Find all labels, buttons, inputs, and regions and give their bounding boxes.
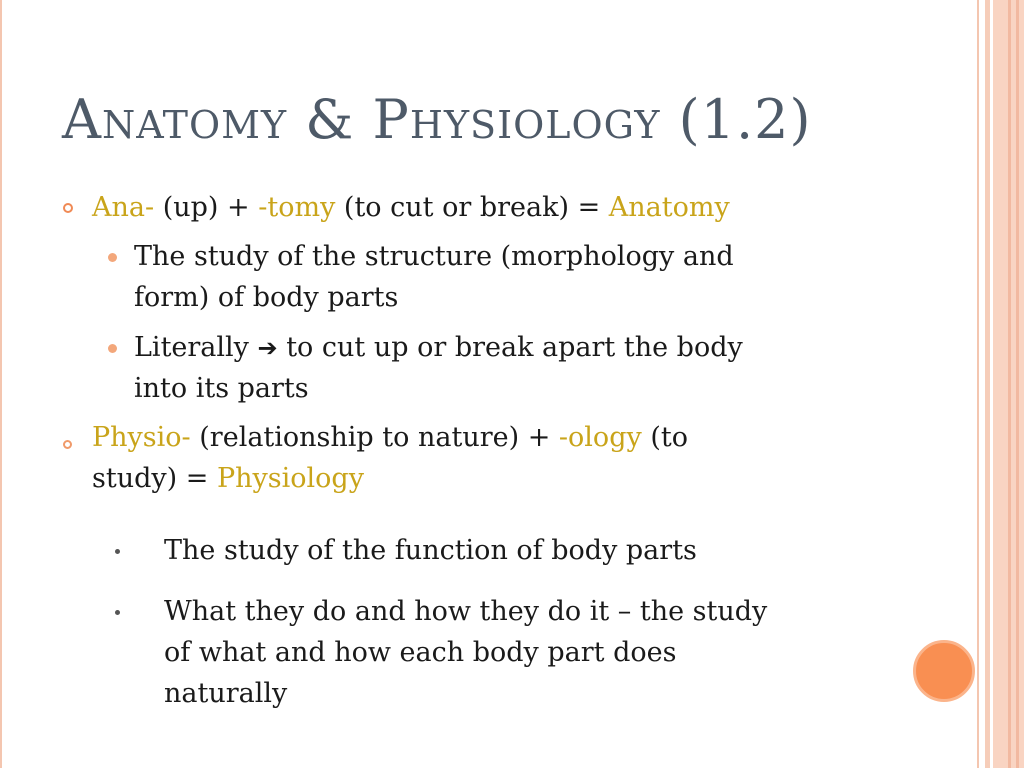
point-physiology-line2 [92,458,364,499]
bullet-small-dot-icon [115,610,120,615]
anatomy-definition-line2: form) of body parts [134,282,399,313]
physiology-detail-line2: of what and how each body part does [164,637,677,668]
point-physiology [92,417,688,458]
term-physiology: Physiology [216,463,364,494]
bullet-dot-icon [108,344,117,353]
frame-right-stripe [977,0,979,768]
physiology-detail-line3: naturally [164,678,288,709]
arrow-right-icon: ➔ [257,334,278,362]
term-anatomy: Anatomy [608,192,730,223]
bullet-dot-icon [108,253,117,262]
bullet-circle-icon [63,440,72,449]
literally-label: Literally [134,332,258,363]
prefix-ana: Ana- [92,192,155,223]
prefix-ana-meaning: (up) + [154,192,259,223]
anatomy-literal-text: to cut up or break apart the body [277,332,743,363]
anatomy-definition-line1: The study of the structure (morphology and [134,241,734,272]
point-anatomy [92,187,730,228]
suffix-ology-meaning: (to [641,422,688,453]
frame-right-stripe [1016,0,1019,768]
prefix-physio: Physio- [92,422,191,453]
suffix-tomy-meaning: (to cut or break) = [335,192,609,223]
study-equals: study) = [92,463,217,494]
slide-title: Anatomy & Physiology (1.2) [62,88,812,151]
anatomy-literal-line1 [134,327,743,369]
frame-right-stripe [985,0,990,768]
frame-right-stripe [1008,0,1011,768]
bullet-small-dot-icon [115,549,120,554]
frame-left-border [0,0,2,768]
anatomy-literal-line2: into its parts [134,373,309,404]
bullet-circle-icon [63,203,73,213]
suffix-tomy: -tomy [258,192,336,223]
physiology-detail-line1: What they do and how they do it – the study [164,596,768,627]
prefix-physio-meaning: (relationship to nature) + [190,422,559,453]
physiology-definition: The study of the function of body parts [164,535,697,566]
suffix-ology: -ology [558,422,642,453]
decorative-circle [913,640,975,702]
